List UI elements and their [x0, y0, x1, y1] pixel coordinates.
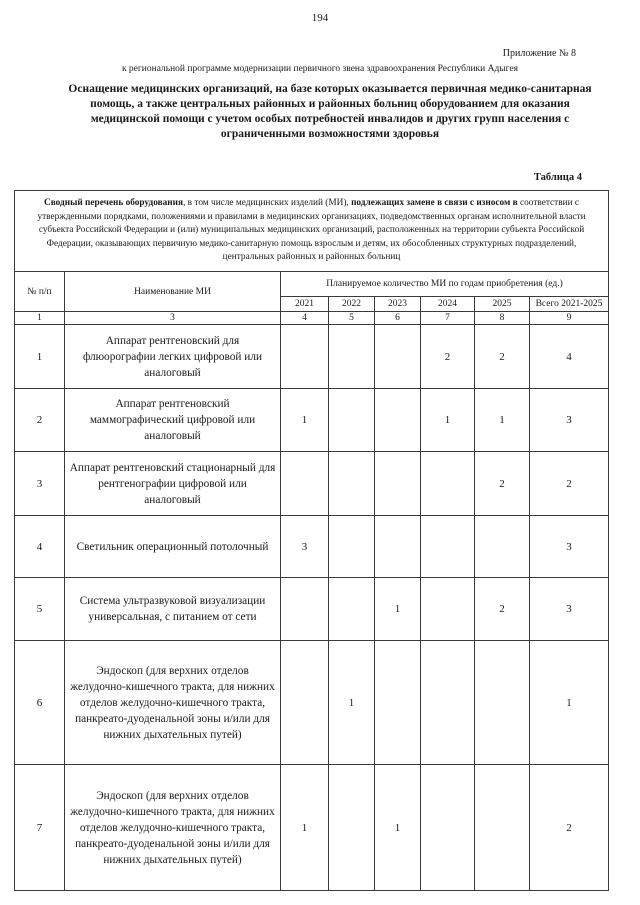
cell-total: 4 — [530, 325, 609, 389]
col-header-year: 2023 — [375, 297, 421, 312]
row-name: Эндоскоп (для верхних отделов желудочно-кишечного тракта, для нижних отделов желудочно-кишечного тракта, панкреато-дуоденальной зоны и/или для нижних дыхательных путей) — [65, 641, 281, 765]
summary-text-1: , в том числе медицинских изделий (МИ), — [183, 198, 352, 209]
column-number: 8 — [475, 312, 530, 325]
row-name: Аппарат рентгеновский для флюорографии легких цифровой или аналоговый — [65, 325, 281, 389]
column-number: 4 — [281, 312, 329, 325]
cell-2025 — [475, 641, 530, 765]
column-number: 7 — [421, 312, 475, 325]
cell-2023 — [375, 641, 421, 765]
cell-2025 — [475, 516, 530, 578]
cell-2025: 1 — [475, 389, 530, 452]
cell-2024: 2 — [421, 325, 475, 389]
col-header-planned: Планируемое количество МИ по годам приобретения (ед.) — [281, 272, 609, 297]
row-number: 5 — [15, 578, 65, 641]
table-row — [15, 641, 609, 765]
cell-2024 — [421, 516, 475, 578]
cell-total: 3 — [530, 578, 609, 641]
row-name: Система ультразвуковой визуализации универсальная, с питанием от сети — [65, 578, 281, 641]
cell-2025: 2 — [475, 578, 530, 641]
column-number: 5 — [329, 312, 375, 325]
column-number-row — [15, 312, 609, 325]
row-number: 3 — [15, 452, 65, 516]
cell-2024: 1 — [421, 389, 475, 452]
cell-2021 — [281, 325, 329, 389]
column-number: 6 — [375, 312, 421, 325]
row-name: Аппарат рентгеновский стационарный для рентгенографии цифровой или аналоговый — [65, 452, 281, 516]
col-header-year: 2025 — [475, 297, 530, 312]
row-number: 6 — [15, 641, 65, 765]
cell-2022 — [329, 389, 375, 452]
col-header-total: Всего 2021-2025 — [530, 297, 609, 312]
summary-row — [15, 191, 609, 272]
row-number: 2 — [15, 389, 65, 452]
table-row — [15, 325, 609, 389]
summary-cell — [15, 191, 609, 272]
cell-2023 — [375, 325, 421, 389]
cell-total: 2 — [530, 452, 609, 516]
row-name: Аппарат рентгеновский маммографический цифровой или аналоговый — [65, 389, 281, 452]
cell-2024 — [421, 452, 475, 516]
col-header-year: 2024 — [421, 297, 475, 312]
summary-bold-mid: подлежащих замене в связи с износом в — [351, 198, 518, 209]
cell-2021: 1 — [281, 765, 329, 891]
cell-2022: 1 — [329, 641, 375, 765]
cell-total: 1 — [530, 641, 609, 765]
table-label: Таблица 4 — [533, 172, 582, 183]
row-number: 1 — [15, 325, 65, 389]
page-number: 194 — [311, 12, 329, 24]
cell-total: 2 — [530, 765, 609, 891]
cell-2021: 1 — [281, 389, 329, 452]
row-number: 7 — [15, 765, 65, 891]
cell-2023 — [375, 389, 421, 452]
cell-2021 — [281, 641, 329, 765]
cell-2025: 2 — [475, 325, 530, 389]
cell-2023: 1 — [375, 765, 421, 891]
column-number: 3 — [65, 312, 281, 325]
row-name: Светильник операционный потолочный — [65, 516, 281, 578]
cell-2024 — [421, 641, 475, 765]
table-row — [15, 516, 609, 578]
cell-2022 — [329, 325, 375, 389]
cell-2023 — [375, 452, 421, 516]
cell-2022 — [329, 516, 375, 578]
summary-bold-start: Сводный перечень оборудования — [44, 198, 184, 209]
col-header-year: 2022 — [329, 297, 375, 312]
cell-2022 — [329, 452, 375, 516]
cell-2022 — [329, 765, 375, 891]
column-number: 1 — [15, 312, 65, 325]
cell-2024 — [421, 765, 475, 891]
document-title: Оснащение медицинских организаций, на базе которых оказывается первичная медико-санитарная помощь, а также центральных районных и районных больниц оборудованием для оказания медицинской помощи с учетом особых потребностей инвалидов и других групп населения с ограниченными возможностями здоровья — [68, 83, 592, 140]
appendix-subtitle: к региональной программе модернизации первичного звена здравоохранения Республики Адыгея — [121, 64, 519, 74]
cell-2025 — [475, 765, 530, 891]
row-name: Эндоскоп (для верхних отделов желудочно-кишечного тракта, для нижних отделов желудочно-кишечного тракта, панкреато-дуоденальной зоны и/или для нижних дыхательных путей) — [65, 765, 281, 891]
cell-total: 3 — [530, 516, 609, 578]
col-header-num: № п/п — [15, 272, 65, 312]
cell-total: 3 — [530, 389, 609, 452]
row-number: 4 — [15, 516, 65, 578]
table-row — [15, 765, 609, 891]
appendix-label: Приложение № 8 — [502, 48, 576, 59]
header-row-top — [15, 272, 609, 297]
table-row — [15, 578, 609, 641]
column-number: 9 — [530, 312, 609, 325]
cell-2023: 1 — [375, 578, 421, 641]
cell-2021 — [281, 578, 329, 641]
cell-2025: 2 — [475, 452, 530, 516]
equipment-table — [14, 190, 609, 891]
cell-2021: 3 — [281, 516, 329, 578]
table-row — [15, 452, 609, 516]
col-header-year: 2021 — [281, 297, 329, 312]
cell-2021 — [281, 452, 329, 516]
cell-2023 — [375, 516, 421, 578]
summary-text-2: соответствии с утвержденными порядками, положениями и правилами в медицинских организациях, подведомственных органам исполнительной власти субъекта Российской Федерации и (или) муниципальных медицинских организаций, расположенных на территории субъекта Российской Федерации, оказывающих первичную медико-санитарную помощь взрослым и детям, их обособленных структурных подразделений, центральных районных и районных больниц — [37, 198, 586, 263]
cell-2024 — [421, 578, 475, 641]
cell-2022 — [329, 578, 375, 641]
table-row — [15, 389, 609, 452]
col-header-name: Наименование МИ — [65, 272, 281, 312]
